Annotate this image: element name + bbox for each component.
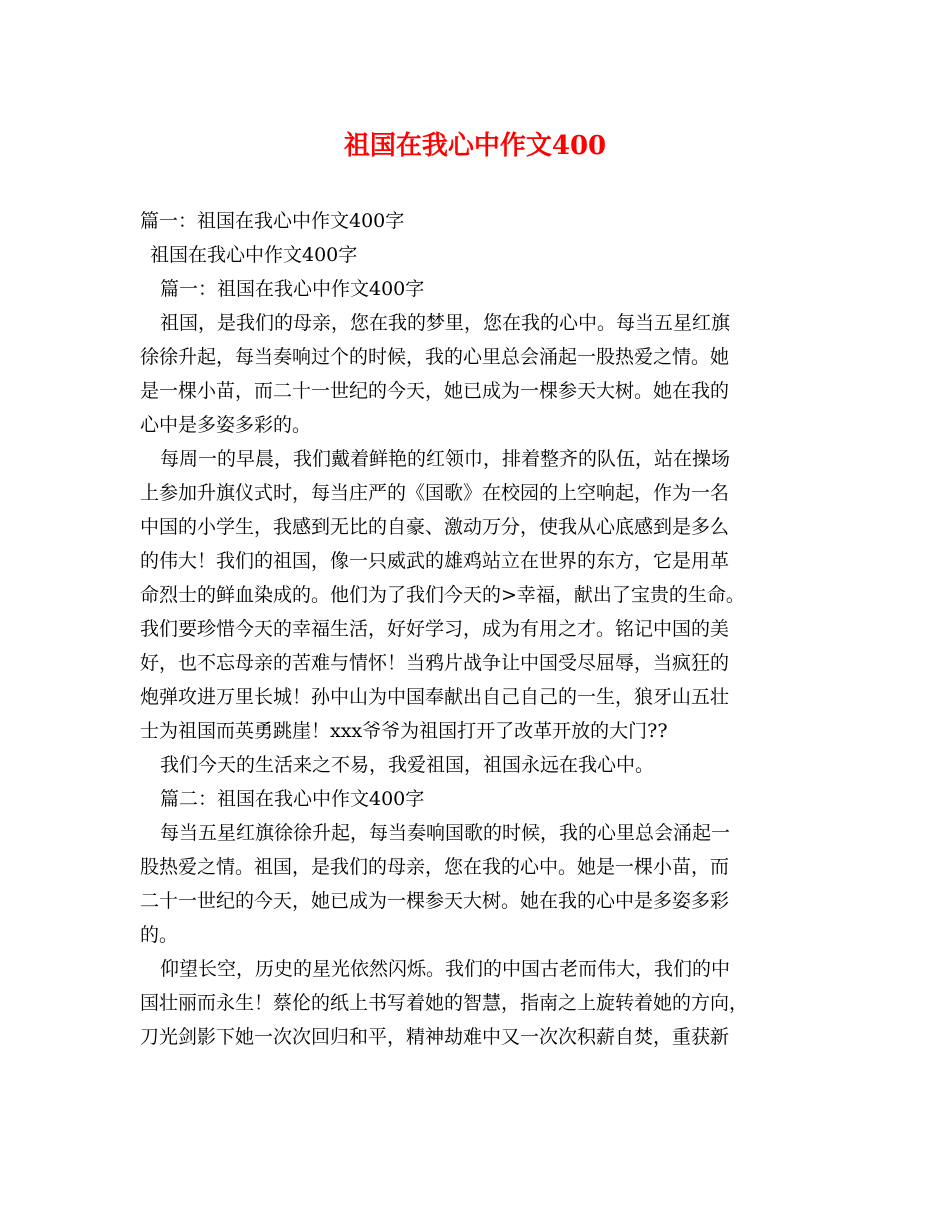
text-line: 每周一的早晨，我们戴着鲜艳的红领巾，排着整齐的队伍，站在操场	[160, 448, 731, 470]
text-line: 祖国，是我们的母亲，您在我的梦里，您在我的心中。每当五星红旗	[160, 312, 731, 334]
text-line: 篇一：祖国在我心中作文400字	[140, 210, 405, 232]
document-title: 祖国在我心中作文400	[343, 131, 607, 161]
document-body	[140, 204, 820, 1054]
text-line: 我们要珍惜今天的幸福生活，好好学习，成为有用之才。铭记中国的美	[140, 618, 730, 640]
text-line: 中国的小学生，我感到无比的自豪、激动万分，使我从心底感到是多么	[140, 516, 730, 538]
text-line: 上参加升旗仪式时，每当庄严的《国歌》在校园的上空响起，作为一名	[140, 482, 730, 504]
text-line: 心中是多姿多彩的。	[140, 414, 312, 436]
text-line: 国壮丽而永生！蔡伦的纸上书写着她的智慧，指南之上旋转着她的方向，	[140, 992, 749, 1014]
text-line: 的伟大！我们的祖国，像一只威武的雄鸡站立在世界的东方，它是用革	[140, 550, 730, 572]
text-line: 徐徐升起，每当奏响过个的时候，我的心里总会涌起一股热爱之情。她	[140, 346, 730, 368]
text-line: 炮弹攻进万里长城！孙中山为中国奉献出自己自己的一生，狼牙山五壮	[140, 686, 730, 708]
text-line: 二十一世纪的今天，她已成为一棵参天大树。她在我的心中是多姿多彩	[140, 890, 730, 912]
text-line: 刀光剑影下她一次次回归和平，精神劫难中又一次次积薪自焚，重获新	[140, 1026, 730, 1048]
text-line: 篇一：祖国在我心中作文400字	[160, 278, 425, 300]
text-line: 是一棵小苗，而二十一世纪的今天，她已成为一棵参天大树。她在我的	[140, 380, 730, 402]
text-line: 股热爱之情。祖国，是我们的母亲，您在我的心中。她是一棵小苗，而	[140, 856, 730, 878]
text-line: 命烈士的鲜血染成的。他们为了我们今天的>幸福，献出了宝贵的生命。	[140, 584, 745, 606]
text-line: 好，也不忘母亲的苦难与情怀！当鸦片战争让中国受尽屈辱，当疯狂的	[140, 652, 730, 674]
text-line: 仰望长空，历史的星光依然闪烁。我们的中国古老而伟大，我们的中	[160, 958, 731, 980]
text-line: 每当五星红旗徐徐升起，每当奏响国歌的时候，我的心里总会涌起一	[160, 822, 731, 844]
text-line: 我们今天的生活来之不易，我爱祖国，祖国永远在我心中。	[160, 754, 655, 776]
text-line: 士为祖国而英勇跳崖！xxx爷爷为祖国打开了改革开放的大门??	[140, 720, 668, 742]
text-line: 的。	[140, 924, 179, 946]
text-line: 祖国在我心中作文400字	[150, 244, 358, 266]
text-line: 篇二：祖国在我心中作文400字	[160, 788, 425, 810]
